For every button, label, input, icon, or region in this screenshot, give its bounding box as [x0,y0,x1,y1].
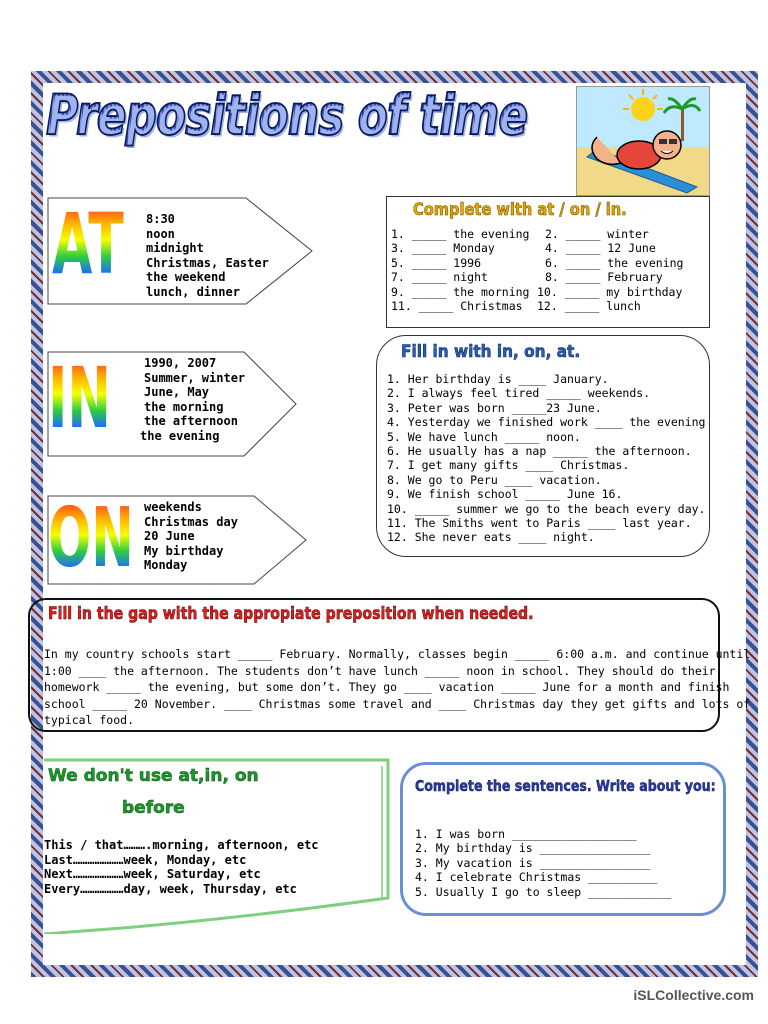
list-item: 20 June [144,529,195,543]
list-item: 1990, 2007 [144,356,217,370]
on-letters: ON [48,491,134,586]
in-letters: IN [48,349,111,447]
note-title-line1: We don't use at,in, on [48,766,259,786]
list-item: 6. He usually has a nap _____ the afternoon. [387,444,692,459]
at-word-list [146,212,269,299]
list-item: 10. _____ summer we go to the beach every day. [387,501,706,516]
exercise3-title: Fill in the gap with the appropiate preposition when needed. [48,604,534,624]
list-item: the afternoon [144,414,238,428]
list-item: Every………………day, week, Thursday, etc [44,881,297,896]
list-item: 5. Usually I go to sleep ____________ [415,884,672,899]
exercise-fill-gap-paragraph [28,598,751,732]
exercise3-paragraph: In my country schools start _____ February. Normally, classes begin _____ 6:00 a.m. and continue until 1:00 ____ the afternoon. The students don’t have lunch _____ noon in school. They should do their homework _____ the evening, but some don’t. They go ____ vacation _____ June for a month and finish school _____ 20 November. ____ Christmas some travel and ____ Christmas day they get gifts and lots of typical food. [44,647,751,728]
exercise2-list [387,372,706,545]
exercise-complete-about-you [400,762,726,916]
list-item: 1. Her birthday is ____ January. [387,372,609,386]
list-item: 7. I get many gifts ____ Christmas. [387,458,630,473]
exercise2-title: Fill in with in, on, at. [401,342,581,362]
at-letters: AT [52,195,124,293]
list-item: weekends [144,500,202,514]
list-item: 11. The Smiths went to Paris ____ last year. [387,516,692,531]
list-item: 2. My birthday is ________________ [415,841,651,856]
list-item: 1. _____ the evening 2. _____ winter [391,227,649,241]
list-item: midnight [146,241,204,255]
list-item: 12. She never eats ____ night. [387,530,595,545]
list-item: 8. We go to Peru ____ vacation. [387,472,602,487]
list-item: 5. We have lunch _____ noon. [387,429,581,444]
site-watermark: iSLCollective.com [633,987,754,1003]
on-arrow-card [46,491,308,586]
list-item: 4. I celebrate Christmas __________ [415,870,658,885]
list-item: 1. I was born __________________ [415,827,637,841]
note-do-not-use [42,758,390,934]
list-item: the evening [140,428,220,443]
list-item: 9. We finish school _____ June 16. [387,487,623,502]
list-item: 11. _____ Christmas 12. _____ lunch [391,299,641,314]
list-item: 7. _____ night 8. _____ February [391,270,663,285]
list-item: Christmas day [144,514,238,529]
exercise4-title: Complete the sentences. Write about you: [415,777,716,795]
list-item: 9. _____ the morning 10. _____ my birthday [391,284,683,299]
list-item: Next…………………week, Saturday, etc [44,867,261,881]
list-item: Summer, winter [144,370,246,385]
list-item: 3. My vacation is ________________ [415,855,651,870]
list-item: This / that……….morning, afternoon, etc [44,838,319,852]
in-arrow-card [46,350,298,458]
exercise4-list [415,827,671,899]
note-title-line2: before [122,798,185,818]
list-item: 5. _____ 1996 6. _____ the evening [391,255,684,270]
exercise1-title: Complete with at / on / in. [413,200,627,220]
at-arrow-card [46,196,314,306]
list-item: Last…………………week, Monday, etc [44,852,247,867]
exercise-fill-in-on-at [376,335,710,557]
list-item: My birthday [144,543,224,558]
exercise1-list [391,227,683,313]
on-word-list [144,500,238,573]
list-item: 8:30 [146,212,175,226]
note-list [44,838,319,896]
list-item: the morning [144,399,224,414]
list-item: 4. Yesterday we finished work ____ the evening [387,415,706,430]
page-title: Prepositions of time [46,84,528,148]
list-item: 3. _____ Monday 4. _____ 12 June [391,241,656,256]
list-item: Christmas, Easter [146,255,269,270]
in-word-list [140,356,246,443]
list-item: 2. I always feel tired _____ weekends. [387,386,651,401]
list-item: 3. Peter was born _____23 June. [387,400,602,415]
list-item: Monday [144,558,188,572]
list-item: June, May [144,385,210,399]
list-item: the weekend [146,270,226,284]
list-item: noon [146,226,175,241]
list-item: lunch, dinner [146,284,240,299]
exercise-complete-at-on-in [386,196,710,328]
beach-cartoon-image [576,86,710,196]
